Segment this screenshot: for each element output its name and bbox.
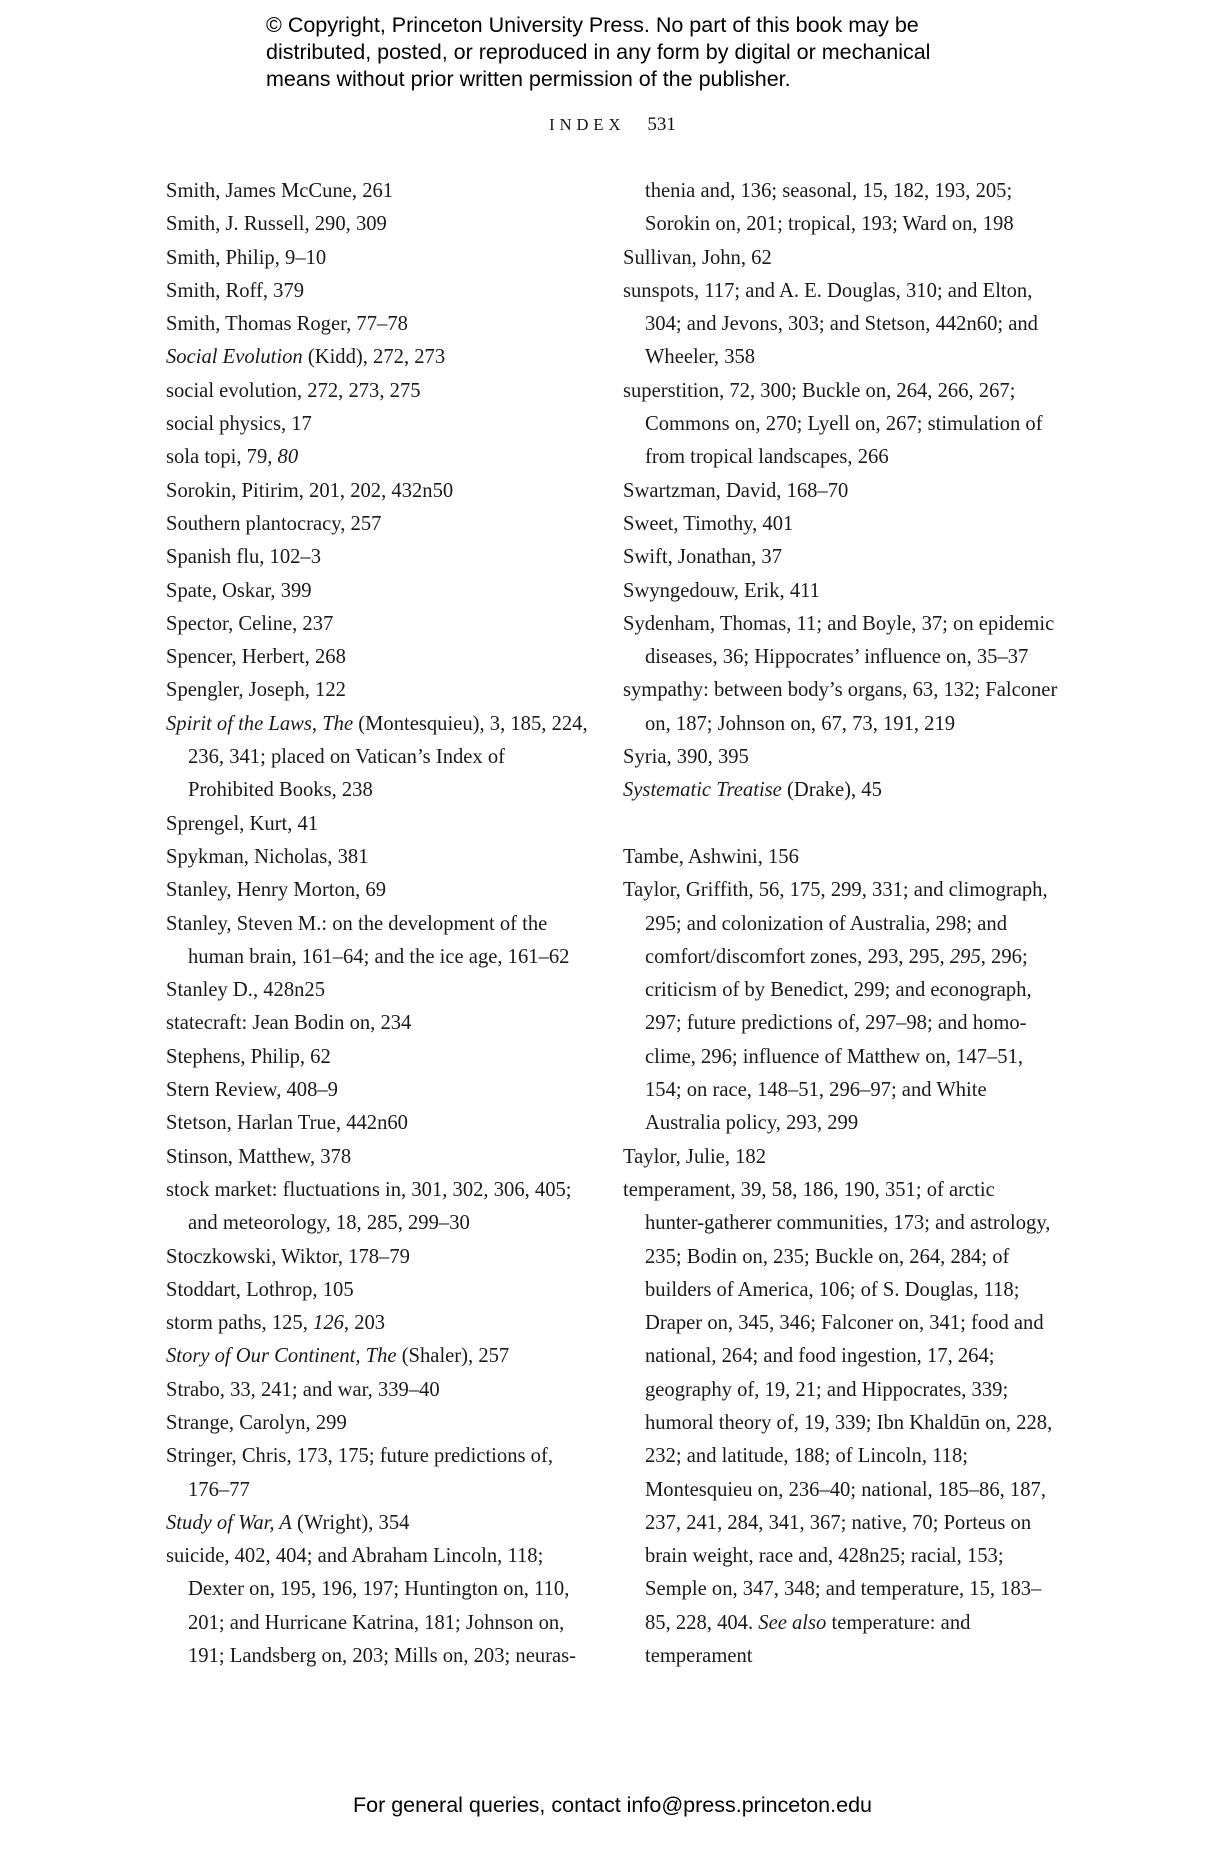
page-number: 531 (647, 114, 676, 135)
index-entry: Southern plantocracy, 257 (166, 512, 382, 535)
index-entry: Swift, Jonathan, 37 (623, 546, 783, 569)
index-entry: Study of War, A (Wright), 354 (166, 1511, 410, 1534)
index-entry: temperament, 39, 58, 186, 190, 351; of arctic hunter-gatherer communities, 173; and astrology, 235; Bodin on, 235; Buckle on, 264, 284; of builders of America, 106; of S. Douglas, 118; Draper on, 345, 346; Falconer on, 341; food and national, 264; and food ingestion, 17, 264; geography of, 19, 21; and Hippocrates, 339; humoral theory of, 19, 339; Ibn Khaldūn on, 228, 232; and latitude, 188; of Lincoln, 118; Montesquieu on, 236–40; national, 185–86, 187, 237, 241, 284, 341, 367; native, 70; Porteus on brain weight, race and, 428n25; racial, 153; Semple on, 347, 348; and temperature, 15, 183–85, 228, 404. See also temperature: and temperament (623, 1178, 1053, 1668)
index-entry: Swartzman, David, 168–70 (623, 479, 849, 502)
index-entry: Stern Review, 408–9 (166, 1079, 338, 1102)
index-entry: Story of Our Continent, The (Shaler), 257 (166, 1345, 510, 1368)
index-entry: Spector, Celine, 237 (166, 612, 334, 635)
index-entry: Sydenham, Thomas, 11; and Boyle, 37; on epidemic diseases, 36; Hippocrates’ influence on, 35–37 (623, 612, 1055, 669)
index-entry: Spirit of the Laws, The (Montesquieu), 3, 185, 224, 236, 341; placed on Vatican’s Index of Prohibited Books, 238 (166, 712, 588, 802)
index-entry: Smith, Thomas Roger, 77–78 (166, 313, 408, 336)
index-entry: Sprengel, Kurt, 41 (166, 812, 319, 835)
index-entry: stock market: fluctuations in, 301, 302, 306, 405; and meteorology, 18, 285, 299–30 (166, 1178, 572, 1235)
index-entry: Stoczkowski, Wiktor, 178–79 (166, 1245, 410, 1268)
index-entry: social physics, 17 (166, 413, 312, 436)
index-entry: statecraft: Jean Bodin on, 234 (166, 1012, 412, 1035)
index-entry: Spanish flu, 102–3 (166, 546, 322, 569)
running-header (0, 114, 1225, 136)
copyright-line: © Copyright, Princeton University Press. No part of this book may be (266, 13, 919, 37)
index-entry: Stanley, Henry Morton, 69 (166, 879, 387, 902)
index-entry: sola topi, 79, 80 (166, 446, 299, 469)
copyright-line: means without prior written permission of the publisher. (266, 67, 791, 91)
index-entry: Tambe, Ashwini, 156 (623, 845, 799, 868)
index-entry: Smith, James McCune, 261 (166, 180, 394, 202)
index-entry: Taylor, Griffith, 56, 175, 299, 331; and climograph, 295; and colonization of Australia, 298; and comfort/discomfort zones, 293, 295, 295, 296; criticism of by Benedict, 299; and econograph, 297; future predictions of, 297–98; and homo-clime, 296; influence of Matthew on, 147–51, 154; on race, 148–51, 296–97; and White Australia policy, 293, 299 (623, 879, 1048, 1135)
index-entry: Sweet, Timothy, 401 (623, 512, 794, 535)
index-entry: Spykman, Nicholas, 381 (166, 845, 369, 868)
index-column-left (166, 175, 591, 1673)
index-entry: suicide, 402, 404; and Abraham Lincoln, 118; Dexter on, 195, 196, 197; Huntington on, 110, 201; and Hurricane Katrina, 181; Johnson on, 191; Landsberg on, 203; Mills on, 203; neuras- (166, 1545, 577, 1668)
index-entry: Syria, 390, 395 (623, 746, 749, 769)
index-entry: sunspots, 117; and A. E. Douglas, 310; and Elton, 304; and Jevons, 303; and Stetson, 442n60; and Wheeler, 358 (623, 279, 1038, 369)
index-entry: Sullivan, John, 62 (623, 246, 772, 269)
index-entry: Spencer, Herbert, 268 (166, 646, 346, 669)
index-entry: Systematic Treatise (Drake), 45 (623, 779, 882, 802)
index-entry: superstition, 72, 300; Buckle on, 264, 266, 267; Commons on, 270; Lyell on, 267; stimulation of from tropical landscapes, 266 (623, 379, 1043, 469)
index-entry: Strabo, 33, 241; and war, 339–40 (166, 1378, 440, 1401)
copyright-line: distributed, posted, or reproduced in any form by digital or mechanical (266, 40, 931, 64)
section-title: INDEX (549, 115, 626, 134)
index-entry: Stetson, Harlan True, 442n60 (166, 1112, 408, 1135)
index-entry: Smith, J. Russell, 290, 309 (166, 213, 387, 236)
index-entry: Smith, Roff, 379 (166, 279, 305, 302)
index-entry: Stanley, Steven M.: on the development of the human brain, 161–64; and the ice age, 161–62 (166, 912, 570, 968)
index-entry: Stringer, Chris, 173, 175; future predictions of, 176–77 (166, 1445, 553, 1501)
index-entry: Taylor, Julie, 182 (623, 1145, 767, 1168)
index-entry: Spate, Oskar, 399 (166, 579, 312, 602)
index-entry: Stinson, Matthew, 378 (166, 1145, 352, 1168)
index-entry: Spengler, Joseph, 122 (166, 679, 346, 702)
index-entry: Stanley D., 428n25 (166, 979, 326, 1002)
index-entry: Smith, Philip, 9–10 (166, 246, 327, 269)
footer-contact: For general queries, contact info@press.princeton.edu (352, 1793, 872, 1817)
index-entry: social evolution, 272, 273, 275 (166, 379, 421, 402)
copyright-notice (266, 12, 1026, 93)
index-entry: sympathy: between body’s organs, 63, 132; Falconer on, 187; Johnson on, 67, 73, 191, 219 (623, 679, 1058, 735)
index-entry: Social Evolution (Kidd), 272, 273 (166, 346, 446, 369)
letter-group-gap (623, 808, 1058, 841)
index-entry: Swyngedouw, Erik, 411 (623, 579, 820, 602)
index-entry: Stoddart, Lothrop, 105 (166, 1278, 354, 1301)
index-entry-continuation: thenia and, 136; seasonal, 15, 182, 193, 205; Sorokin on, 201; tropical, 193; Ward on, 198 (645, 180, 1014, 236)
index-column-right (623, 175, 1058, 1673)
index-entry: Strange, Carolyn, 299 (166, 1411, 347, 1434)
index-entry: storm paths, 125, 126, 203 (166, 1312, 386, 1335)
index-entry: Stephens, Philip, 62 (166, 1045, 331, 1068)
index-entry: Sorokin, Pitirim, 201, 202, 432n50 (166, 479, 454, 502)
